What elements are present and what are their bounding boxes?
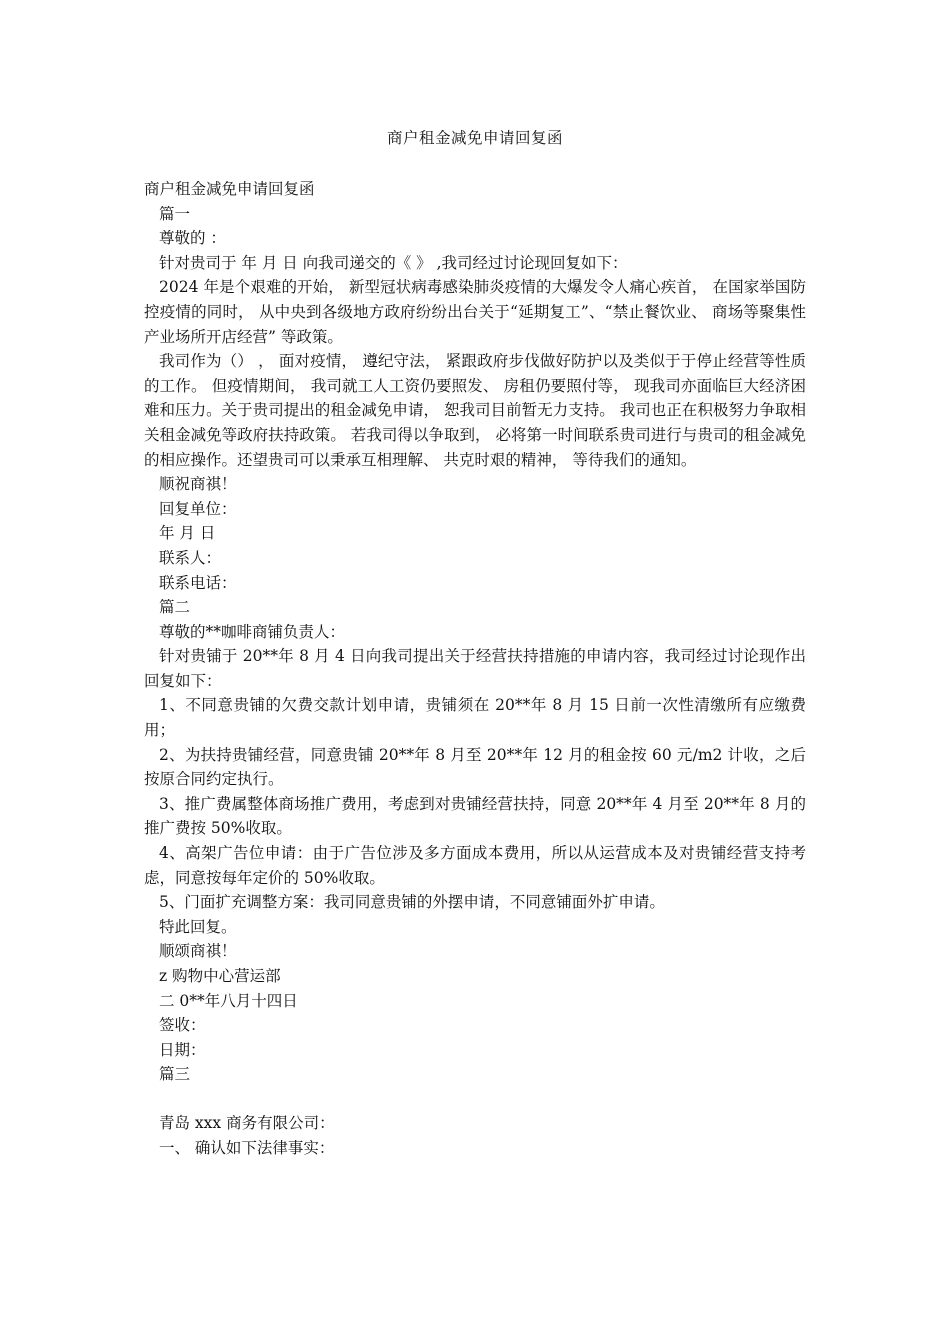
paragraph: 1、不同意贵铺的欠费交款计划申请，贵铺须在 20**年 8 月 15 日前一次性清缴所有应缴费用； — [144, 696, 806, 740]
paragraph: 日期： — [159, 1040, 206, 1059]
paragraph: 2、为扶持贵铺经营，同意贵铺 20**年 8 月至 20**年 12 月的租金按 60 元/m2 计收，之后按原合同约定执行。 — [144, 745, 806, 789]
paragraph: 联系电话： — [159, 573, 237, 592]
paragraph: 二 0**年八月十四日 — [159, 991, 298, 1010]
blank-line — [144, 1087, 806, 1111]
document-title: 商户租金减免申请回复函 — [386, 129, 563, 147]
paragraph: 尊敬的**咖啡商铺负责人： — [159, 622, 346, 641]
paragraph: 篇一 — [159, 204, 191, 223]
paragraph: 联系人： — [159, 548, 222, 567]
paragraph: z 购物中心营运部 — [159, 967, 281, 985]
document-body — [144, 177, 806, 1160]
paragraph: 特此回复。 — [159, 917, 237, 936]
paragraph: 我司作为（） ， 面对疫情， 遵纪守法， 紧跟政府步伐做好防护以及类似于于停止经营等性质的工作。 但疫情期间， 我司就工人工资仍要照发、 房租仍要照付等， 现我司亦面临巨大经济困难和压力。关于贵司提出的租金减免申请， 恕我司目前暂无力支持。 我司也正在积极努力争取相关租金减免等政府扶持政策。 若我司得以争取到， 必将第一时间联系贵司进行与贵司的租金减免的相应操作。还望贵司可以秉承互相理解、 共克时艰的精神， 等待我们的通知。 — [144, 352, 806, 469]
paragraph: 签收： — [159, 1016, 206, 1035]
paragraph: 篇二 — [159, 598, 191, 617]
paragraph: 顺祝商祺！ — [159, 475, 237, 494]
paragraph: 年 月 日 — [159, 524, 216, 543]
paragraph: 一、 确认如下法律事实： — [159, 1138, 335, 1157]
paragraph: 3、推广费属整体商场推广费用，考虑到对贵铺经营扶持，同意 20**年 4 月至 20**年 8 月的推广费按 50%收取。 — [144, 794, 806, 838]
paragraph: 顺颂商祺！ — [159, 942, 237, 961]
paragraph: 尊敬的 ： — [159, 229, 226, 248]
paragraph: 商户租金减免申请回复函 — [144, 180, 315, 198]
paragraph: 2024 年是个艰难的开始， 新型冠状病毒感染肺炎疫情的大爆发令人痛心疾首， 在国家举国防控疫情的同时， 从中央到各级地方政府纷纷出台关于“延期复工”、“禁止餐饮业、 商场等聚集性产业场所开店经营” 等政策。 — [144, 278, 806, 346]
paragraph: 篇三 — [159, 1065, 191, 1084]
paragraph: 针对贵司于 年 月 日 向我司递交的《 》 ,我司经过讨论现回复如下： — [159, 253, 628, 272]
paragraph: 青岛 xxx 商务有限公司： — [159, 1113, 335, 1132]
paragraph: 5、门面扩充调整方案：我司同意贵铺的外摆申请，不同意铺面外扩申请。 — [159, 893, 665, 912]
paragraph: 针对贵铺于 20**年 8 月 4 日向我司提出关于经营扶持措施的申请内容，我司经过讨论现作出回复如下： — [144, 647, 806, 690]
paragraph: 回复单位： — [159, 499, 237, 518]
paragraph: 4、高架广告位申请：由于广告位涉及多方面成本费用，所以从运营成本及对贵铺经营支持考虑，同意按每年定价的 50%收取。 — [144, 844, 806, 887]
